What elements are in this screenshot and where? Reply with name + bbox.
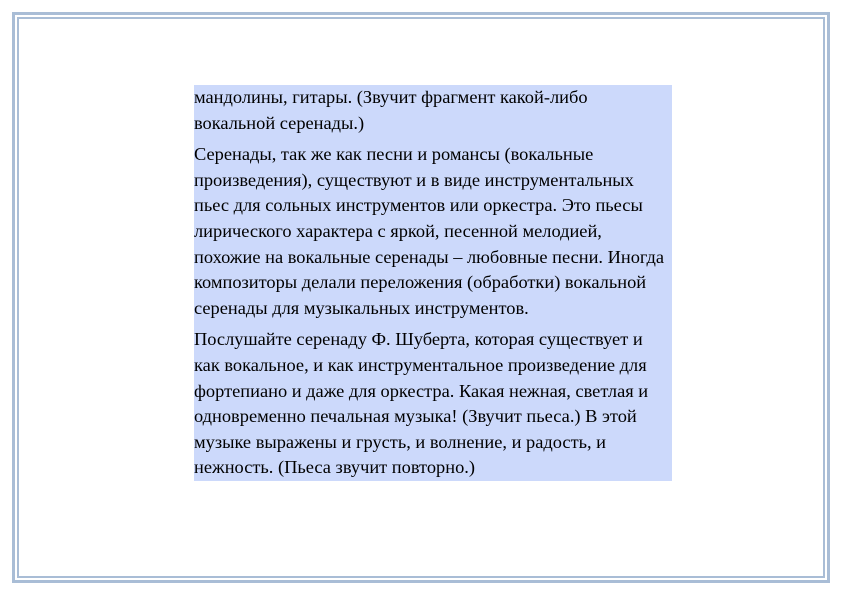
paragraph-1: мандолины, гитары. (Звучит фрагмент какой-либо вокальной серенады.)	[194, 85, 672, 136]
paragraph-3: Послушайте серенаду Ф. Шуберта, которая существует и как вокальное, и как инструментальное произведение для фортепиано и даже для оркестра. Какая нежная, светлая и одновременно печальная музыка! (Звучит пьеса.) В этой музыке выражены и грусть, и волнение, и радость, и нежность. (Пьеса звучит повторно.)	[194, 327, 672, 481]
slide-text-block	[191, 85, 675, 481]
paragraph-2: Серенады, так же как песни и романсы (вокальные произведения), существуют и в виде инструментальных пьес для сольных инструментов или оркестра. Это пьесы лирического характера с яркой, песенной мелодией, похожие на вокальные серенады – любовные песни. Иногда композиторы делали переложения (обработки) вокальной серенады для музыкальных инструментов.	[194, 142, 672, 321]
